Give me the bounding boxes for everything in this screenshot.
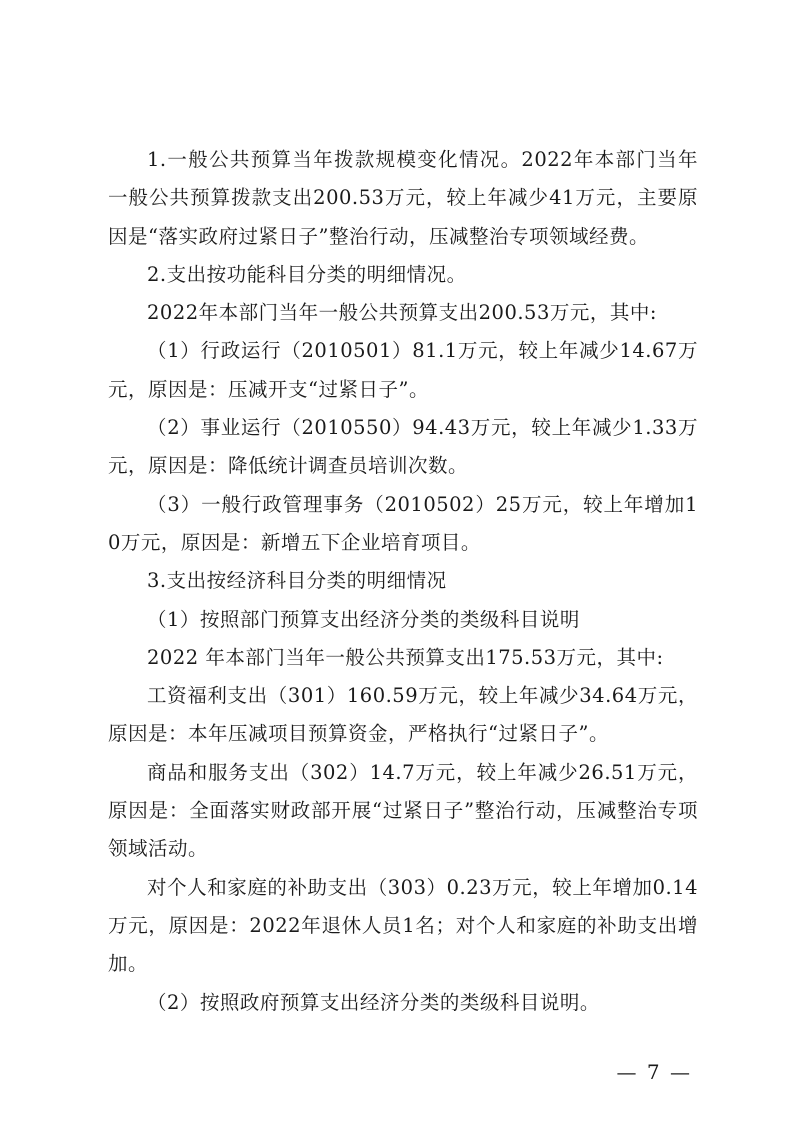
paragraph-admin-operation: （1）行政运行（2010501）81.1万元，较上年减少14.67万元，原因是：压减开支“过紧日子”。 [108, 339, 698, 401]
document-body [108, 141, 698, 1022]
page-number: — 7 — [616, 1060, 692, 1084]
paragraph-public-institution-operation: （2）事业运行（2010550）94.43万元，较上年减少1.33万元，原因是：降低统计调查员培训次数。 [108, 416, 698, 478]
paragraph-general-admin-affairs: （3）一般行政管理事务（2010502）25万元，较上年增加10万元，原因是：新增五下企业培育项目。 [108, 492, 698, 554]
paragraph-government-economic-subheading: （2）按照政府预算支出经济分类的类级科目说明。 [147, 990, 600, 1014]
paragraph-department-economic-subheading: （1）按照部门预算支出经济分类的类级科目说明 [147, 607, 580, 631]
paragraph-goods-services: 商品和服务支出（302）14.7万元，较上年减少26.51万元，原因是：全面落实财政部开展“过紧日子”整治行动，压减整治专项领域活动。 [108, 760, 698, 861]
paragraph-budget-scale: 1.一般公共预算当年拨款规模变化情况。2022年本部门当年一般公共预算拨款支出200.53万元，较上年减少41万元，主要原因是“落实政府过紧日子”整治行动，压减整治专项领域经费。 [108, 148, 698, 248]
paragraph-functional-total: 2022年本部门当年一般公共预算支出200.53万元，其中: [147, 301, 657, 325]
paragraph-economic-total: 2022 年本部门当年一般公共预算支出175.53万元，其中: [147, 645, 664, 669]
paragraph-economic-heading: 3.支出按经济科目分类的明细情况 [147, 569, 447, 593]
paragraph-functional-heading: 2.支出按功能科目分类的明细情况。 [147, 262, 467, 286]
paragraph-individual-family-subsidy: 对个人和家庭的补助支出（303）0.23万元，较上年增加0.14万元，原因是：2022年退休人员1名；对个人和家庭的补助支出增加。 [108, 875, 698, 976]
paragraph-wages-welfare: 工资福利支出（301）160.59万元，较上年减少34.64万元，原因是：本年压减项目预算资金，严格执行“过紧日子”。 [108, 684, 698, 746]
